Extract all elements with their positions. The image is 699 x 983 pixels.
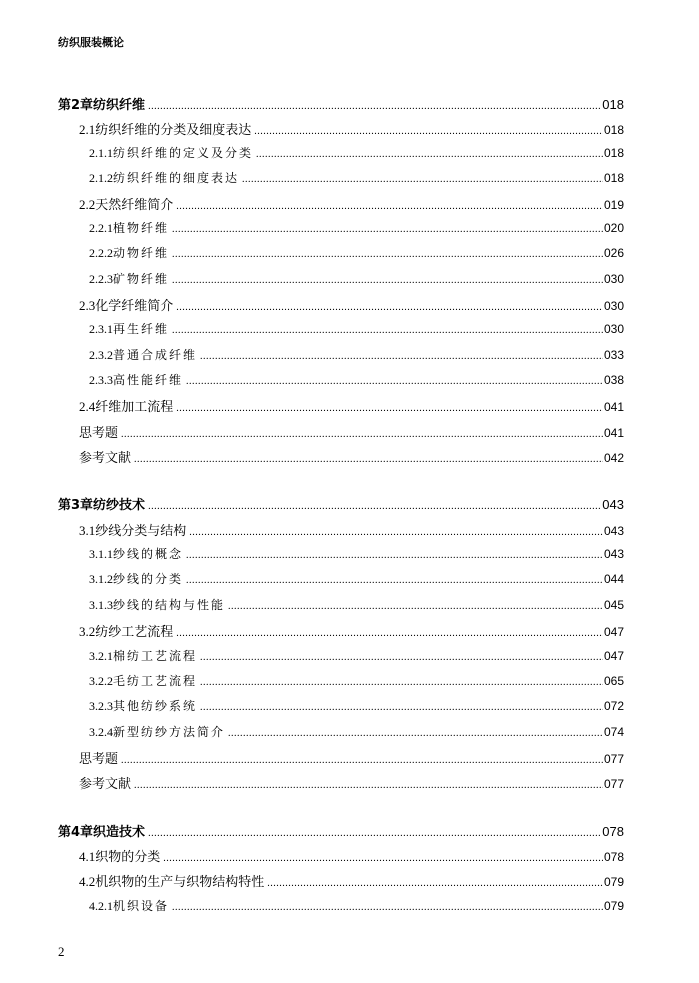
toc-entry-number: 2.3.2	[89, 348, 113, 362]
toc-entry[interactable]	[89, 371, 624, 391]
toc-entry[interactable]	[79, 447, 624, 467]
toc-entry-page: 018	[603, 146, 624, 160]
dot-leader	[148, 101, 601, 112]
dot-leader	[200, 702, 603, 713]
toc-entry-page: 079	[603, 899, 624, 913]
toc-entry-number: 2.2.2	[89, 246, 113, 260]
toc-entry-title: 纺织纤维的定义及分类	[113, 146, 254, 160]
dot-leader	[176, 628, 603, 639]
toc-entry[interactable]	[89, 647, 624, 667]
toc-entry-title: 纤维加工流程	[95, 400, 174, 415]
toc-entry-page: 038	[603, 373, 624, 387]
running-head: 纺织服装概论	[58, 36, 124, 49]
toc-entry[interactable]	[89, 672, 624, 692]
toc-entry-page: 043	[602, 497, 624, 512]
toc-entry-number: 第3章	[58, 498, 94, 513]
toc-entry-number: 3.1.2	[89, 572, 113, 586]
dot-leader	[148, 501, 601, 512]
toc-entry[interactable]	[89, 244, 624, 264]
dot-leader	[172, 249, 603, 260]
toc-entry-page: 030	[603, 272, 624, 286]
toc-entry[interactable]	[89, 570, 624, 590]
toc-entry-title: 天然纤维简介	[95, 198, 174, 213]
dot-leader	[186, 376, 603, 387]
toc-entry-title: 高性能纤维	[113, 373, 184, 387]
toc-entry-title: 矿物纤维	[113, 272, 170, 286]
toc-entry-title: 织物的分类	[95, 850, 161, 865]
dot-leader	[121, 429, 603, 440]
dot-leader	[256, 149, 603, 160]
dot-leader	[172, 902, 603, 913]
toc-entry-number: 2.4	[79, 399, 96, 414]
toc-entry[interactable]	[79, 748, 624, 768]
dot-leader	[134, 454, 603, 465]
toc-entry-title: 纺织纤维的细度表达	[113, 171, 240, 185]
toc-entry-page: 072	[603, 699, 624, 713]
page-number: 2	[58, 944, 65, 959]
toc-entry-title: 思考题	[79, 426, 119, 441]
dot-leader	[200, 677, 603, 688]
toc-entry[interactable]	[79, 871, 624, 891]
toc-entry-number: 3.1	[79, 523, 96, 538]
dot-leader	[121, 755, 603, 766]
toc-entry-title: 纱线的分类	[113, 572, 184, 586]
toc-entry[interactable]	[89, 144, 624, 164]
dot-leader	[186, 575, 603, 586]
toc-entry[interactable]	[79, 846, 624, 866]
toc-entry-title: 化学纤维简介	[95, 299, 174, 314]
toc-entry-number: 2.2.1	[89, 221, 113, 235]
dot-leader	[172, 325, 603, 336]
toc-entry-number: 3.2	[79, 624, 96, 639]
toc-entry-page: 018	[603, 123, 624, 137]
toc-entry-title: 动物纤维	[113, 246, 170, 260]
dot-leader	[163, 853, 603, 864]
toc-entry-title: 纺织纤维	[93, 98, 146, 113]
toc-entry-title: 纺纱技术	[93, 498, 146, 513]
toc-entry-page: 047	[603, 649, 624, 663]
toc-entry[interactable]	[79, 295, 624, 315]
toc-entry[interactable]	[58, 494, 624, 514]
toc-entry[interactable]	[89, 545, 624, 565]
dot-leader	[200, 351, 603, 362]
toc-entry-title: 织造技术	[93, 825, 146, 840]
toc-entry-title: 纺织纤维的分类及细度表达	[95, 123, 252, 138]
toc-entry-title: 毛纺工艺流程	[113, 674, 198, 688]
toc-entry-number: 2.2.3	[89, 272, 113, 286]
toc-entry-number: 4.2.1	[89, 899, 113, 913]
toc-entry-page: 043	[603, 524, 624, 538]
dot-leader	[254, 126, 603, 137]
toc-entry-title: 参考文献	[79, 451, 132, 466]
toc-entry-title: 参考文献	[79, 777, 132, 792]
toc-entry-page: 065	[603, 674, 624, 688]
toc-entry-page: 042	[603, 451, 624, 465]
toc-entry[interactable]	[89, 169, 624, 189]
toc-entry-page: 043	[603, 547, 624, 561]
toc-entry-page: 030	[603, 322, 624, 336]
toc-entry-page: 018	[602, 97, 624, 112]
toc-entry-title: 其他纺纱系统	[113, 699, 198, 713]
toc-entry-number: 2.3.3	[89, 373, 113, 387]
toc-entry[interactable]	[58, 821, 624, 841]
toc-entry-page: 079	[603, 875, 624, 889]
toc-entry-title: 机织设备	[113, 899, 170, 913]
toc-entry[interactable]	[79, 194, 624, 214]
toc-entry[interactable]	[89, 897, 624, 917]
dot-leader	[267, 878, 603, 889]
toc-entry-title: 纱线的概念	[113, 547, 184, 561]
toc-entry-page: 026	[603, 246, 624, 260]
toc-entry-page: 078	[602, 824, 624, 839]
toc-entry-number: 3.2.4	[89, 725, 113, 739]
toc-entry-title: 纱线的结构与性能	[113, 598, 226, 612]
toc-entry-page: 047	[603, 625, 624, 639]
toc-entry-number: 2.3.1	[89, 322, 113, 336]
toc-entry[interactable]	[89, 270, 624, 290]
dot-leader	[176, 302, 603, 313]
toc-entry-number: 4.1	[79, 849, 96, 864]
toc-entry-number: 3.2.3	[89, 699, 113, 713]
toc-entry[interactable]	[79, 119, 624, 139]
dot-leader	[172, 275, 603, 286]
toc-entry[interactable]	[89, 346, 624, 366]
toc-entry[interactable]	[89, 219, 624, 239]
toc-entry-number: 3.1.3	[89, 598, 113, 612]
toc-entry-page: 041	[603, 400, 624, 414]
dot-leader	[134, 780, 603, 791]
toc-entry[interactable]	[58, 94, 624, 114]
toc-entry[interactable]	[89, 320, 624, 340]
toc-entry-title: 思考题	[79, 752, 119, 767]
toc-entry-title: 新型纺纱方法简介	[113, 725, 226, 739]
toc-entry-page: 033	[603, 348, 624, 362]
toc-entry-page: 044	[603, 572, 624, 586]
toc-entry-title: 再生纤维	[113, 322, 170, 336]
toc-entry[interactable]	[89, 596, 624, 616]
toc-entry-page: 074	[603, 725, 624, 739]
dot-leader	[148, 828, 601, 839]
toc-entry[interactable]	[79, 520, 624, 540]
toc-entry[interactable]	[89, 723, 624, 743]
toc-entry-number: 2.2	[79, 197, 96, 212]
toc-entry-page: 078	[603, 850, 624, 864]
toc-entry-title: 纺纱工艺流程	[95, 625, 174, 640]
toc-entry-number: 2.3	[79, 298, 96, 313]
toc-entry-page: 020	[603, 221, 624, 235]
dot-leader	[186, 550, 603, 561]
toc-entry-number: 3.2.1	[89, 649, 113, 663]
dot-leader	[228, 728, 603, 739]
toc-entry-page: 077	[603, 752, 624, 766]
toc-entry-number: 3.1.1	[89, 547, 113, 561]
toc-entry[interactable]	[79, 773, 624, 793]
toc-entry[interactable]	[79, 621, 624, 641]
toc-entry-number: 第2章	[58, 98, 94, 113]
dot-leader	[172, 224, 603, 235]
dot-leader	[176, 403, 603, 414]
dot-leader	[176, 201, 603, 212]
toc-entry-page: 018	[603, 171, 624, 185]
toc-entry-number: 2.1.2	[89, 171, 113, 185]
toc-entry[interactable]	[79, 422, 624, 442]
toc-entry[interactable]	[89, 697, 624, 717]
toc-entry-title: 植物纤维	[113, 221, 170, 235]
toc-entry-number: 第4章	[58, 825, 94, 840]
toc-entry-title: 普通合成纤维	[113, 348, 198, 362]
toc-entry-page: 030	[603, 299, 624, 313]
toc-entry-title: 棉纺工艺流程	[113, 649, 198, 663]
dot-leader	[200, 652, 603, 663]
toc-entry-title: 纱线分类与结构	[95, 524, 187, 539]
toc-entry-number: 4.2	[79, 874, 96, 889]
toc-entry-page: 019	[603, 198, 624, 212]
toc-entry-page: 045	[603, 598, 624, 612]
toc-entry-page: 041	[603, 426, 624, 440]
toc-entry-number: 2.1	[79, 122, 96, 137]
dot-leader	[189, 527, 603, 538]
dot-leader	[242, 174, 603, 185]
toc-entry-title: 机织物的生产与织物结构特性	[95, 875, 265, 890]
toc-entry-number: 3.2.2	[89, 674, 113, 688]
toc-entry[interactable]	[79, 396, 624, 416]
toc-entry-number: 2.1.1	[89, 146, 113, 160]
dot-leader	[228, 601, 603, 612]
toc-entry-page: 077	[603, 777, 624, 791]
